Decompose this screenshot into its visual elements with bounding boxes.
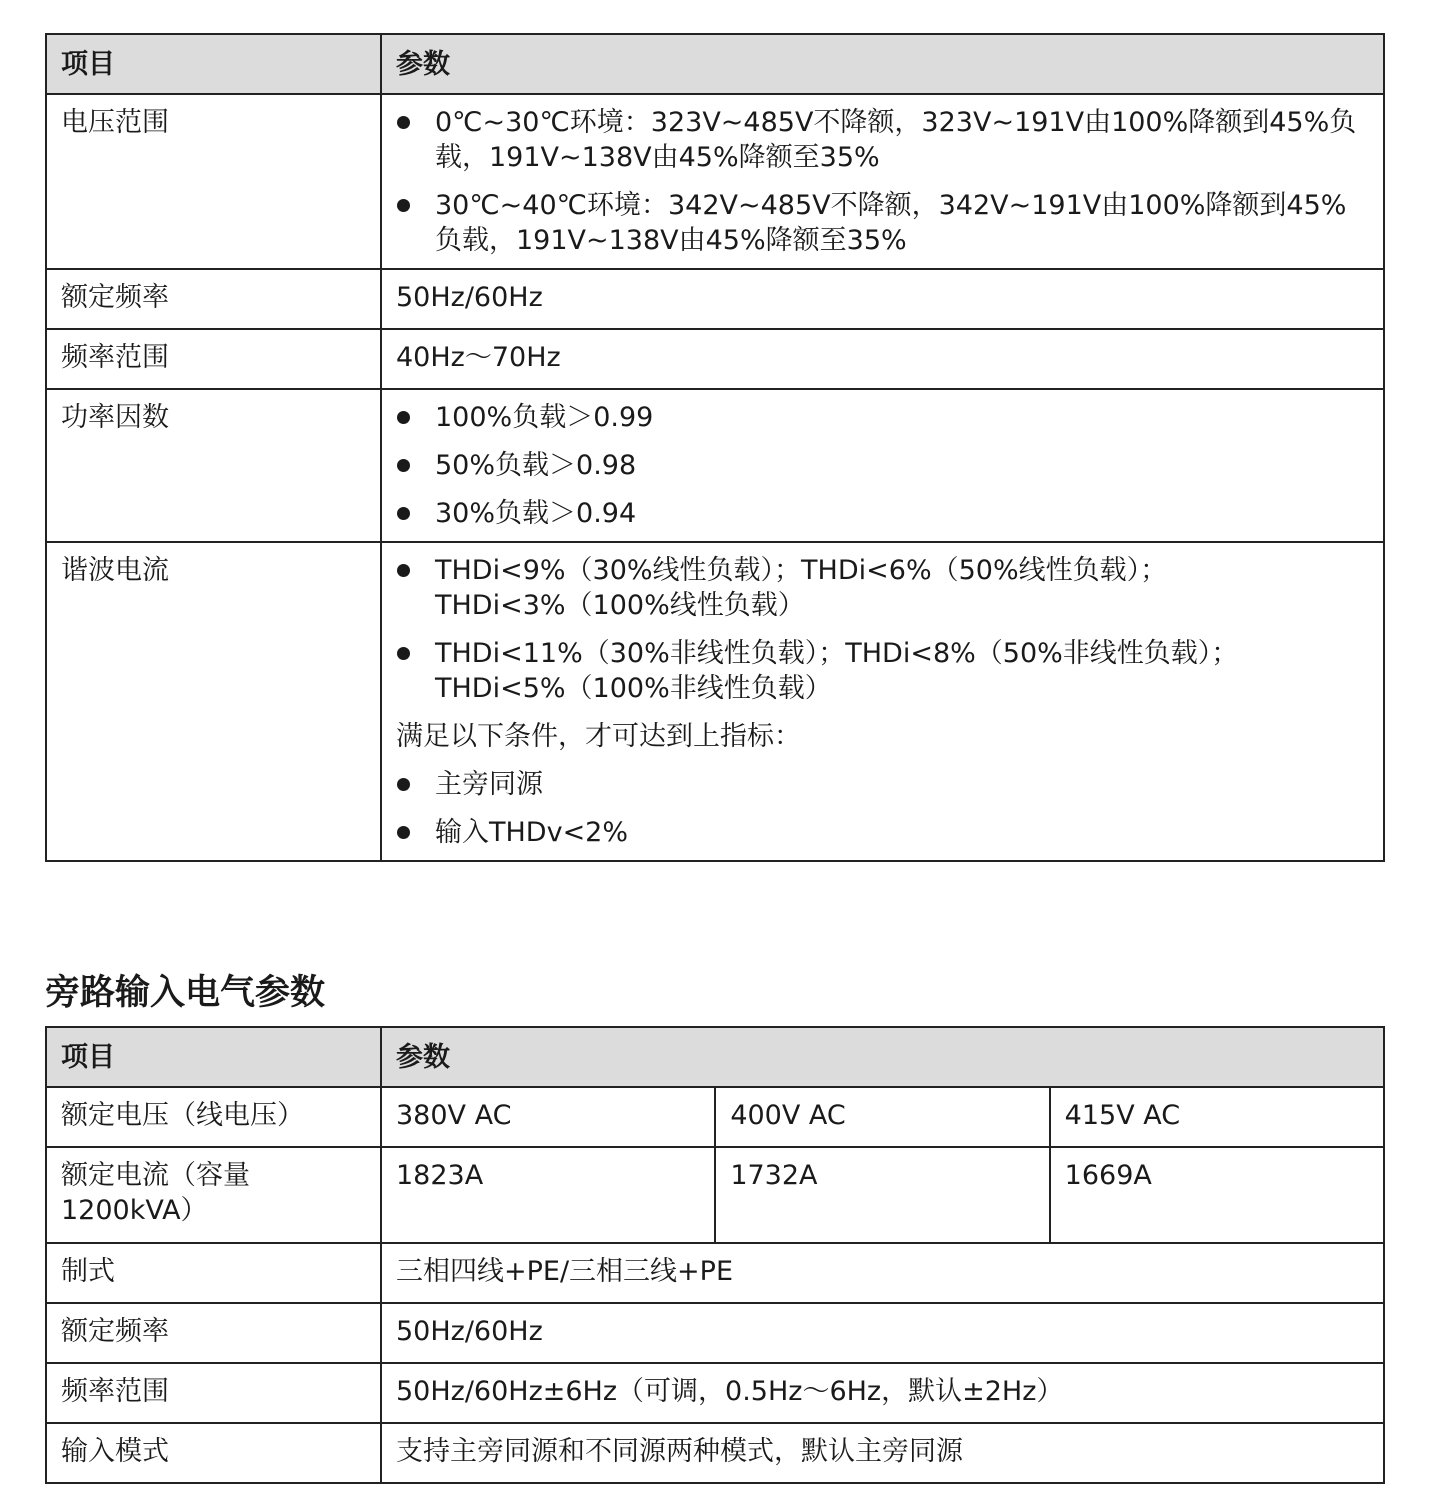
frequency-range-value: 50Hz/60Hz±6Hz（可调，0.5Hz～6Hz，默认±2Hz）: [396, 1376, 1064, 1407]
list-item: 100%负载＞0.99: [396, 400, 1369, 435]
row-label-rated-frequency: 额定频率: [61, 282, 169, 313]
row-label-power-factor: 功率因数: [61, 402, 169, 433]
bullet-icon: [397, 647, 410, 660]
frequency-range-value: 40Hz～70Hz: [396, 342, 561, 373]
rated-voltage-400: 400V AC: [730, 1100, 846, 1131]
voltage-range-list: [396, 105, 1369, 258]
table-row: [46, 389, 1384, 542]
harmonic-current-list: [396, 553, 1369, 706]
table-row: [46, 94, 1384, 269]
table-row: [46, 269, 1384, 329]
row-label-system: 制式: [61, 1256, 115, 1287]
condition-text: 满足以下条件，才可达到上指标：: [396, 721, 801, 752]
header-param: 参数: [381, 1027, 1384, 1087]
row-label-input-mode: 输入模式: [61, 1436, 169, 1467]
rated-current-1: 1823A: [396, 1160, 484, 1191]
rated-current-3: 1669A: [1064, 1160, 1152, 1191]
list-item: 30℃~40℃环境：342V~485V不降额，342V~191V由100%降额到45%负载，191V~138V由45%降额至35%: [396, 188, 1369, 258]
table-row: [46, 1303, 1384, 1363]
list-item: THDi<9%（30%线性负载）；THDi<6%（50%线性负载）；THDi<3%（100%线性负载）: [396, 553, 1369, 623]
table-row: [46, 1243, 1384, 1303]
row-label-rated-voltage: 额定电压（线电压）: [61, 1100, 304, 1131]
bullet-icon: [397, 507, 410, 520]
row-label-rated-frequency: 额定频率: [61, 1316, 169, 1347]
bullet-icon: [397, 199, 410, 212]
bullet-icon: [397, 826, 410, 839]
input-params-table: [45, 33, 1385, 862]
bullet-icon: [397, 411, 410, 424]
list-item: 30%负载＞0.94: [396, 496, 1369, 531]
bullet-icon: [397, 459, 410, 472]
rated-frequency-value: 50Hz/60Hz: [396, 1316, 543, 1347]
section-title: 旁路输入电气参数: [45, 973, 326, 1013]
list-item: 输入THDv<2%: [396, 815, 1369, 850]
list-item: 50%负载＞0.98: [396, 448, 1369, 483]
table-row: [46, 329, 1384, 389]
power-factor-list: [396, 400, 1369, 531]
bullet-icon: [397, 564, 410, 577]
row-label-voltage-range: 电压范围: [61, 107, 169, 138]
bypass-input-params-table: [45, 1026, 1385, 1484]
input-mode-value: 支持主旁同源和不同源两种模式，默认主旁同源: [396, 1436, 963, 1467]
table-row: [46, 1147, 1384, 1243]
header-item: 项目: [46, 34, 381, 94]
row-label-frequency-range: 频率范围: [61, 1376, 169, 1407]
bullet-icon: [397, 778, 410, 791]
bullet-icon: [397, 116, 410, 129]
list-item: 0℃~30℃环境：323V~485V不降额，323V~191V由100%降额到45%负载，191V~138V由45%降额至35%: [396, 105, 1369, 175]
rated-voltage-380: 380V AC: [396, 1100, 512, 1131]
table-header-row: [46, 34, 1384, 94]
header-param: 参数: [381, 34, 1384, 94]
row-label-harmonic-current: 谐波电流: [61, 555, 169, 586]
row-label-rated-current: 额定电流（容量1200kVA）: [61, 1160, 250, 1226]
condition-list: [396, 767, 1369, 850]
row-label-frequency-range: 频率范围: [61, 342, 169, 373]
list-item: 主旁同源: [396, 767, 1369, 802]
header-item: 项目: [46, 1027, 381, 1087]
table-header-row: [46, 1027, 1384, 1087]
table-row: [46, 1363, 1384, 1423]
rated-current-2: 1732A: [730, 1160, 818, 1191]
list-item: THDi<11%（30%非线性负载）；THDi<8%（50%非线性负载）；THDi<5%（100%非线性负载）: [396, 636, 1369, 706]
table-row: [46, 1423, 1384, 1483]
table-row: [46, 542, 1384, 861]
rated-voltage-415: 415V AC: [1064, 1100, 1181, 1131]
rated-frequency-value: 50Hz/60Hz: [396, 282, 543, 313]
system-value: 三相四线+PE/三相三线+PE: [396, 1256, 734, 1287]
table-row: [46, 1087, 1384, 1147]
